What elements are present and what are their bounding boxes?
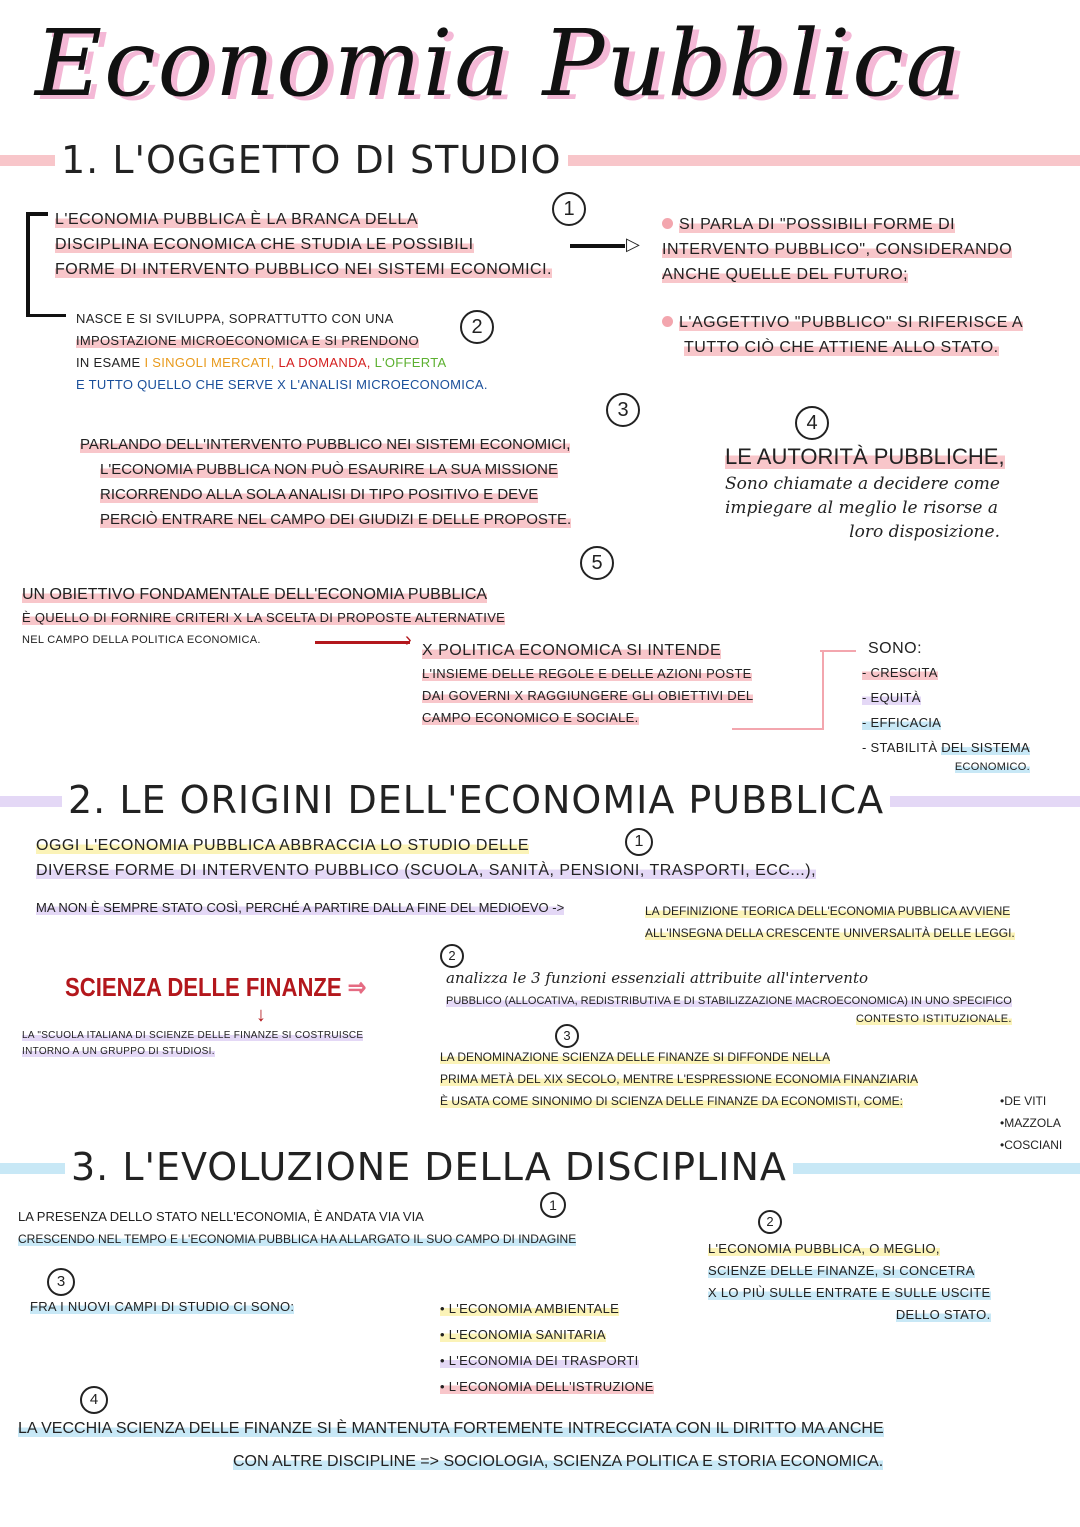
offerta: L'OFFERTA (374, 355, 447, 370)
text-line: LA VECCHIA SCIENZA DELLE FINANZE SI È MANTENUTA FORTEMENTE INTRECCIATA CON IL DIRITTO MA ANCHE (18, 1420, 884, 1437)
connector-line (732, 650, 824, 730)
denominazione-text (440, 1046, 918, 1112)
text-line: IMPOSTAZIONE MICROECONOMICA E SI PRENDONO (76, 333, 419, 348)
list-item: •MAZZOLA (1000, 1116, 1061, 1130)
number-badge: 1 (552, 192, 586, 226)
text-line: CRESCENDO NEL TEMPO E L'ECONOMIA PUBBLICA HA ALLARGATO IL SUO CAMPO DI INDAGINE (18, 1232, 577, 1246)
text-line: LA DEFINIZIONE TEORICA DELL'ECONOMIA PUBBLICA AVVIENE (645, 904, 1011, 918)
mercati: I SINGOLI MERCATI, (144, 355, 275, 370)
arrow-icon (26, 314, 66, 317)
right-note-1 (662, 212, 1012, 287)
number-badge: 3 (47, 1268, 75, 1296)
number-badge: 1 (625, 828, 653, 856)
autorita-title (725, 444, 1005, 470)
number-badge: 5 (580, 546, 614, 580)
text-line: L'ECONOMIA PUBBLICA NON PUÒ ESAURIRE LA SUA MISSIONE (100, 461, 558, 478)
economisti-list (1000, 1090, 1062, 1156)
number-badge: 2 (460, 310, 494, 344)
definition (55, 207, 552, 282)
number-badge: 3 (555, 1024, 579, 1048)
list-item: - EFFICACIA (862, 715, 942, 730)
fra-text (30, 1296, 294, 1318)
text-line: X POLITICA ECONOMICA SI INTENDE (422, 642, 722, 659)
nasce-text (76, 308, 488, 396)
text-line: E TUTTO QUELLO CHE SERVE X L'ANALISI MICROECONOMICA. (76, 377, 488, 392)
text-line: NEL CAMPO DELLA POLITICA ECONOMICA. (22, 634, 261, 646)
text-line: INTORNO A UN GRUPPO DI STUDIOSI. (22, 1046, 215, 1057)
bracket-line (26, 212, 30, 317)
text-line: L'ECONOMIA PUBBLICA È LA BRANCA DELLA (55, 211, 419, 228)
text: DEL SISTEMA (941, 740, 1031, 755)
scienza-finanze-title: SCIENZA DELLE FINANZE ⇒ (65, 972, 367, 1002)
list-item: • L'ECONOMIA SANITARIA (440, 1327, 606, 1342)
list-item: •COSCIANI (1000, 1138, 1063, 1152)
text-line: OGGI L'ECONOMIA PUBBLICA ABBRACCIA LO STUDIO DELLE (36, 837, 530, 854)
list-item: • L'ECONOMIA DEI TRASPORTI (440, 1353, 639, 1368)
sono-label: SONO: (868, 640, 923, 657)
text-line: L'ECONOMIA PUBBLICA, O MEGLIO, (708, 1241, 940, 1256)
vecchia-text (18, 1416, 884, 1474)
text-line: SI PARLA DI "POSSIBILI FORME DI (679, 216, 956, 233)
text-line: CON ALTRE DISCIPLINE => SOCIOLOGIA, SCIENZA POLITICA E STORIA ECONOMICA. (233, 1453, 884, 1470)
text: ECONOMICO. (954, 761, 1031, 773)
arrow-right-icon (315, 641, 410, 644)
list-item: •DE VITI (1000, 1094, 1047, 1108)
section-heading-1: 1. L'OGGETTO DI STUDIO (55, 138, 568, 182)
arrow-head-icon: › (405, 629, 412, 651)
number-badge: 1 (540, 1192, 566, 1218)
text-line: SCIENZE DELLE FINANZE, SI CONCETRA (708, 1263, 975, 1278)
text-line: DISCIPLINA ECONOMICA CHE STUDIA LE POSSIBILI (55, 236, 474, 253)
text-line: LA DENOMINAZIONE SCIENZA DELLE FINANZE SI DIFFONDE NELLA (440, 1050, 831, 1064)
text: LE AUTORITÀ PUBBLICHE, (725, 444, 1005, 469)
text-line: Sono chiamate a decidere come (725, 474, 1000, 494)
text-line: È USATA COME SINONIMO DI SCIENZA DELLE FINANZE DA ECONOMISTI, COME: (440, 1094, 903, 1108)
oggi-text (36, 833, 816, 883)
list-item: • L'ECONOMIA DELL'ISTRUZIONE (440, 1379, 654, 1394)
text-line: X LO PIÙ SULLE ENTRATE E SULLE USCITE (708, 1285, 991, 1300)
number-badge: 2 (440, 944, 464, 968)
presenza-text (18, 1206, 576, 1250)
text-line: loro disposizione. (849, 522, 1000, 542)
text: FRA I NUOVI CAMPI DI STUDIO CI SONO: (30, 1299, 295, 1314)
scuola-text (22, 1028, 363, 1060)
text-line: DIVERSE FORME DI INTERVENTO PUBBLICO (SCUOLA, SANITÀ, PENSIONI, TRASPORTI, ECC...), (36, 862, 817, 879)
text-line: CAMPO ECONOMICO E SOCIALE. (422, 710, 639, 725)
text-line: NASCE E SI SVILUPPA, SOPRATTUTTO CON UNA (76, 311, 394, 326)
obiettivi-list (862, 660, 1030, 774)
text-line: L'AGGETTIVO "PUBBLICO" SI RIFERISCE A (679, 314, 1024, 331)
text-line: INTERVENTO PUBBLICO", CONSIDERANDO (662, 241, 1013, 258)
campi-list (440, 1296, 654, 1400)
arrow-head-icon: ▷ (626, 234, 640, 254)
list-item: - STABILITÀ (862, 740, 938, 755)
meglio-text (708, 1238, 991, 1326)
text-line: UN OBIETTIVO FONDAMENTALE DELL'ECONOMIA PUBBLICA (22, 586, 488, 603)
domanda: LA DOMANDA, (278, 355, 371, 370)
text-line: RICORRENDO ALLA SOLA ANALISI DI TIPO POSITIVO E DEVE (100, 486, 539, 503)
text-line: LA "SCUOLA ITALIANA DI SCIENZE DELLE FINANZE SI COSTRUISCE (22, 1030, 364, 1041)
section-heading-2: 2. LE ORIGINI DELL'ECONOMIA PUBBLICA (62, 778, 890, 822)
text-line: L'INSIEME DELLE REGOLE E DELLE AZIONI POSTE (422, 666, 752, 681)
autorita-text (725, 472, 1000, 544)
number-badge: 3 (606, 393, 640, 427)
right-note-2 (662, 310, 1023, 360)
text-line: impiegare al meglio le risorse a (725, 498, 998, 518)
text: SCIENZA DELLE FINANZE (65, 972, 342, 1002)
text: IN ESAME (76, 355, 141, 370)
arrow-down-icon: ↓ (256, 1004, 266, 1026)
number-badge: 4 (795, 406, 829, 440)
analizza-text (446, 966, 1012, 1026)
list-item: • L'ECONOMIA AMBIENTALE (440, 1301, 620, 1316)
politica-text (422, 638, 753, 729)
text-line: ALL'INSEGNA DELLA CRESCENTE UNIVERSALITÀ DELLE LEGGI. (645, 926, 1015, 940)
text-line: PUBBLICO (ALLOCATIVA, REDISTRIBUTIVA E DI STABILIZZAZIONE MACROECONOMICA) IN UNO SPECIFICO (446, 995, 1012, 1007)
text-line: LA PRESENZA DELLO STATO NELL'ECONOMIA, È ANDATA VIA VIA (18, 1209, 424, 1224)
text-line: DAI GOVERNI X RAGGIUNGERE GLI OBIETTIVI DEL (422, 688, 754, 703)
arrow-right-icon (570, 244, 625, 248)
text-line: ANCHE QUELLE DEL FUTURO; (662, 266, 909, 283)
number-badge: 4 (80, 1386, 108, 1414)
text: MA NON È SEMPRE STATO COSÌ, PERCHÉ A PARTIRE DALLA FINE DEL MEDIOEVO -> (36, 900, 565, 915)
list-item: - EQUITÀ (862, 690, 921, 705)
text-line: PRIMA METÀ DEL XIX SECOLO, MENTRE L'ESPRESSIONE ECONOMIA FINANZIARIA (440, 1072, 918, 1086)
page-title: Economia Pubblica (35, 10, 963, 117)
text-line: CONTESTO ISTITUZIONALE. (855, 1013, 1012, 1025)
text-line: PARLANDO DELL'INTERVENTO PUBBLICO NEI SISTEMI ECONOMICI, (80, 436, 571, 453)
list-item: - CRESCITA (862, 665, 938, 680)
text-line: È QUELLO DI FORNIRE CRITERI X LA SCELTA DI PROPOSTE ALTERNATIVE (22, 610, 506, 625)
number-badge: 2 (758, 1210, 782, 1234)
text-line: FORME DI INTERVENTO PUBBLICO NEI SISTEMI ECONOMICI. (55, 261, 552, 278)
bracket-top (26, 212, 48, 216)
ma-text (36, 898, 626, 917)
text-line: DELLO STATO. (895, 1307, 991, 1322)
connector-line (820, 650, 856, 652)
section-heading-3: 3. L'EVOLUZIONE DELLA DISCIPLINA (65, 1145, 793, 1189)
parlando-text (80, 432, 571, 532)
text-line: TUTTO CIÒ CHE ATTIENE ALLO STATO. (684, 339, 999, 356)
text-line: analizza le 3 funzioni essenziali attribuite all'intervento (446, 969, 869, 987)
definizione-text (645, 900, 1015, 944)
text-line: PERCIÒ ENTRARE NEL CAMPO DEI GIUDIZI E DELLE PROPOSTE. (100, 511, 572, 528)
